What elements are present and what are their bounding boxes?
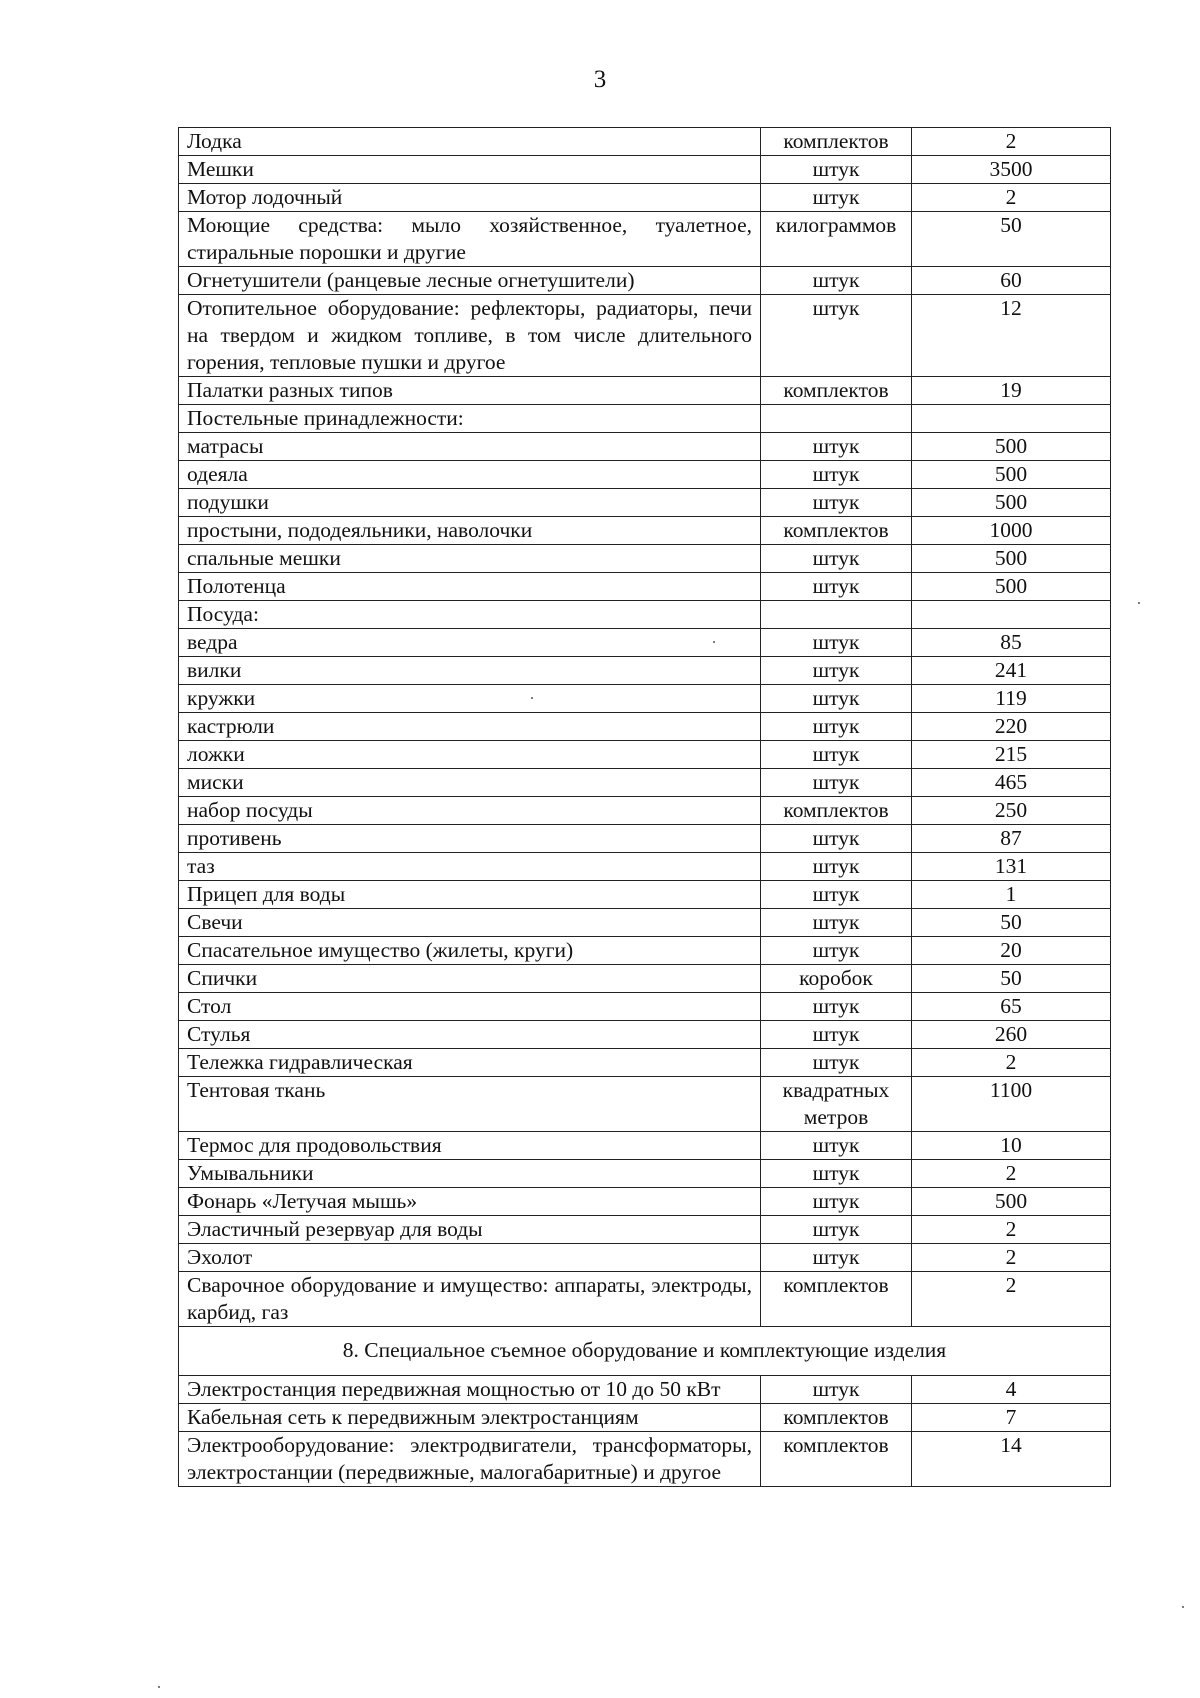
item-quantity: 2 xyxy=(912,128,1111,156)
item-unit: комплектов xyxy=(761,797,912,825)
item-unit: комплектов xyxy=(761,128,912,156)
table-row xyxy=(179,545,1111,573)
item-name: Огнетушители (ранцевые лесные огнетушители) xyxy=(179,267,761,295)
item-quantity: 131 xyxy=(912,853,1111,881)
table-row xyxy=(179,685,1111,713)
item-unit: штук xyxy=(761,685,912,713)
item-unit: штук xyxy=(761,1049,912,1077)
table-row xyxy=(179,909,1111,937)
table-row xyxy=(179,1077,1111,1132)
item-quantity: 500 xyxy=(912,461,1111,489)
item-quantity: 60 xyxy=(912,267,1111,295)
table-row xyxy=(179,156,1111,184)
item-name: Прицеп для воды xyxy=(179,881,761,909)
item-unit xyxy=(761,405,912,433)
item-quantity: 1100 xyxy=(912,1077,1111,1132)
table-row xyxy=(179,1404,1111,1432)
item-unit: штук xyxy=(761,741,912,769)
item-unit: штук xyxy=(761,1132,912,1160)
item-name: Посуда: xyxy=(179,601,761,629)
item-name: Палатки разных типов xyxy=(179,377,761,405)
item-name: ложки xyxy=(179,741,761,769)
item-quantity xyxy=(912,601,1111,629)
item-name: Полотенца xyxy=(179,573,761,601)
item-unit: штук xyxy=(761,489,912,517)
item-name: противень xyxy=(179,825,761,853)
table-row xyxy=(179,1132,1111,1160)
item-quantity: 3500 xyxy=(912,156,1111,184)
table-row xyxy=(179,1160,1111,1188)
item-quantity: 2 xyxy=(912,1244,1111,1272)
item-name: Постельные принадлежности: xyxy=(179,405,761,433)
table-row xyxy=(179,461,1111,489)
table-row xyxy=(179,295,1111,377)
item-name: Тележка гидравлическая xyxy=(179,1049,761,1077)
item-name: Умывальники xyxy=(179,1160,761,1188)
item-name: Эхолот xyxy=(179,1244,761,1272)
table-row xyxy=(179,128,1111,156)
section-heading: 8. Специальное съемное оборудование и комплектующие изделия xyxy=(179,1327,1111,1376)
item-name: простыни, пододеяльники, наволочки xyxy=(179,517,761,545)
item-name: Эластичный резервуар для воды xyxy=(179,1216,761,1244)
item-unit: штук xyxy=(761,657,912,685)
item-quantity xyxy=(912,405,1111,433)
item-quantity: 250 xyxy=(912,797,1111,825)
item-name: Стулья xyxy=(179,1021,761,1049)
table-row xyxy=(179,405,1111,433)
scan-speck xyxy=(713,641,715,643)
item-unit: штук xyxy=(761,909,912,937)
item-unit: штук xyxy=(761,433,912,461)
item-name: матрасы xyxy=(179,433,761,461)
item-quantity: 215 xyxy=(912,741,1111,769)
table-row xyxy=(179,184,1111,212)
item-name: Спички xyxy=(179,965,761,993)
item-unit: штук xyxy=(761,825,912,853)
item-unit: штук xyxy=(761,853,912,881)
item-quantity: 87 xyxy=(912,825,1111,853)
table-row xyxy=(179,1432,1111,1487)
item-name: Спасательное имущество (жилеты, круги) xyxy=(179,937,761,965)
table-row xyxy=(179,881,1111,909)
table-row xyxy=(179,1376,1111,1404)
item-name: одеяла xyxy=(179,461,761,489)
item-name: Свечи xyxy=(179,909,761,937)
item-name: Сварочное оборудование и имущество: аппараты, электроды, карбид, газ xyxy=(179,1272,761,1327)
table-row xyxy=(179,377,1111,405)
item-unit: штук xyxy=(761,295,912,377)
table-row xyxy=(179,825,1111,853)
item-unit: штук xyxy=(761,1188,912,1216)
supplies-table-main xyxy=(179,128,1111,1327)
item-quantity: 2 xyxy=(912,184,1111,212)
table-row xyxy=(179,433,1111,461)
table-row xyxy=(179,212,1111,267)
item-unit: штук xyxy=(761,1376,912,1404)
item-name: Кабельная сеть к передвижным электростанциям xyxy=(179,1404,761,1432)
scan-speck xyxy=(1182,1606,1184,1608)
item-unit: штук xyxy=(761,629,912,657)
item-quantity: 260 xyxy=(912,1021,1111,1049)
item-quantity: 14 xyxy=(912,1432,1111,1487)
item-name: Лодка xyxy=(179,128,761,156)
item-unit: штук xyxy=(761,713,912,741)
table-row xyxy=(179,1049,1111,1077)
table-row xyxy=(179,1216,1111,1244)
table-row xyxy=(179,1244,1111,1272)
item-quantity: 19 xyxy=(912,377,1111,405)
table-row xyxy=(179,853,1111,881)
item-name: Мешки xyxy=(179,156,761,184)
item-quantity: 500 xyxy=(912,545,1111,573)
item-name: кружки xyxy=(179,685,761,713)
table-row xyxy=(179,629,1111,657)
item-unit: коробок xyxy=(761,965,912,993)
item-quantity: 241 xyxy=(912,657,1111,685)
item-unit: комплектов xyxy=(761,377,912,405)
item-quantity: 2 xyxy=(912,1272,1111,1327)
item-unit: штук xyxy=(761,993,912,1021)
item-quantity: 2 xyxy=(912,1049,1111,1077)
item-unit: штук xyxy=(761,573,912,601)
table-row xyxy=(179,601,1111,629)
item-name: подушки xyxy=(179,489,761,517)
item-name: Стол xyxy=(179,993,761,1021)
section-heading-row xyxy=(179,1327,1111,1376)
page-number: 3 xyxy=(593,66,607,93)
item-quantity: 1 xyxy=(912,881,1111,909)
item-name: Отопительное оборудование: рефлекторы, радиаторы, печи на твердом и жидком топливе, в том числе длительного горения, тепловые пушки и другое xyxy=(179,295,761,377)
table-row xyxy=(179,489,1111,517)
item-name: набор посуды xyxy=(179,797,761,825)
item-name: Электрооборудование: электродвигатели, трансформаторы, электростанции (передвижные, малогабаритные) и другое xyxy=(179,1432,761,1487)
table-row xyxy=(179,797,1111,825)
scan-speck xyxy=(1138,602,1140,604)
item-unit: штук xyxy=(761,1244,912,1272)
item-unit: штук xyxy=(761,461,912,489)
item-quantity: 465 xyxy=(912,769,1111,797)
table-row xyxy=(179,741,1111,769)
item-quantity: 220 xyxy=(912,713,1111,741)
item-quantity: 4 xyxy=(912,1376,1111,1404)
item-unit: комплектов xyxy=(761,1432,912,1487)
table-row xyxy=(179,937,1111,965)
item-quantity: 2 xyxy=(912,1216,1111,1244)
table-row xyxy=(179,1272,1111,1327)
item-unit: комплектов xyxy=(761,1404,912,1432)
item-unit: штук xyxy=(761,156,912,184)
item-name: Тентовая ткань xyxy=(179,1077,761,1132)
item-quantity: 119 xyxy=(912,685,1111,713)
item-unit: штук xyxy=(761,1021,912,1049)
item-name: Мотор лодочный xyxy=(179,184,761,212)
item-name: Электростанция передвижная мощностью от 10 до 50 кВт xyxy=(179,1376,761,1404)
table-row xyxy=(179,965,1111,993)
item-unit: штук xyxy=(761,937,912,965)
item-name: кастрюли xyxy=(179,713,761,741)
item-unit: штук xyxy=(761,545,912,573)
item-unit: комплектов xyxy=(761,1272,912,1327)
item-quantity: 500 xyxy=(912,433,1111,461)
table-row xyxy=(179,517,1111,545)
supplies-table-section-8 xyxy=(179,1376,1111,1487)
scan-speck xyxy=(158,1686,160,1688)
table-row xyxy=(179,267,1111,295)
item-quantity: 65 xyxy=(912,993,1111,1021)
item-unit: комплектов xyxy=(761,517,912,545)
item-quantity: 500 xyxy=(912,489,1111,517)
item-unit: квадратных метров xyxy=(761,1077,912,1132)
item-unit: штук xyxy=(761,267,912,295)
item-unit: штук xyxy=(761,769,912,797)
table-row xyxy=(179,657,1111,685)
table-row xyxy=(179,993,1111,1021)
item-unit: килограммов xyxy=(761,212,912,267)
item-quantity: 12 xyxy=(912,295,1111,377)
item-quantity: 7 xyxy=(912,1404,1111,1432)
item-unit: штук xyxy=(761,881,912,909)
table-row xyxy=(179,769,1111,797)
item-unit xyxy=(761,601,912,629)
item-quantity: 50 xyxy=(912,212,1111,267)
table-row xyxy=(179,573,1111,601)
item-quantity: 2 xyxy=(912,1160,1111,1188)
item-quantity: 50 xyxy=(912,909,1111,937)
item-quantity: 500 xyxy=(912,573,1111,601)
item-unit: штук xyxy=(761,1216,912,1244)
item-quantity: 10 xyxy=(912,1132,1111,1160)
item-unit: штук xyxy=(761,184,912,212)
item-quantity: 20 xyxy=(912,937,1111,965)
item-quantity: 500 xyxy=(912,1188,1111,1216)
item-unit: штук xyxy=(761,1160,912,1188)
table-row xyxy=(179,1021,1111,1049)
supplies-table xyxy=(178,127,1111,1487)
item-quantity: 50 xyxy=(912,965,1111,993)
table-row xyxy=(179,713,1111,741)
item-name: вилки xyxy=(179,657,761,685)
item-name: таз xyxy=(179,853,761,881)
item-quantity: 85 xyxy=(912,629,1111,657)
scan-speck xyxy=(531,697,533,699)
item-name: миски xyxy=(179,769,761,797)
item-quantity: 1000 xyxy=(912,517,1111,545)
table-row xyxy=(179,1188,1111,1216)
item-name: Фонарь «Летучая мышь» xyxy=(179,1188,761,1216)
item-name: Термос для продовольствия xyxy=(179,1132,761,1160)
item-name: ведра xyxy=(179,629,761,657)
item-name: Моющие средства: мыло хозяйственное, туалетное, стиральные порошки и другие xyxy=(179,212,761,267)
item-name: спальные мешки xyxy=(179,545,761,573)
